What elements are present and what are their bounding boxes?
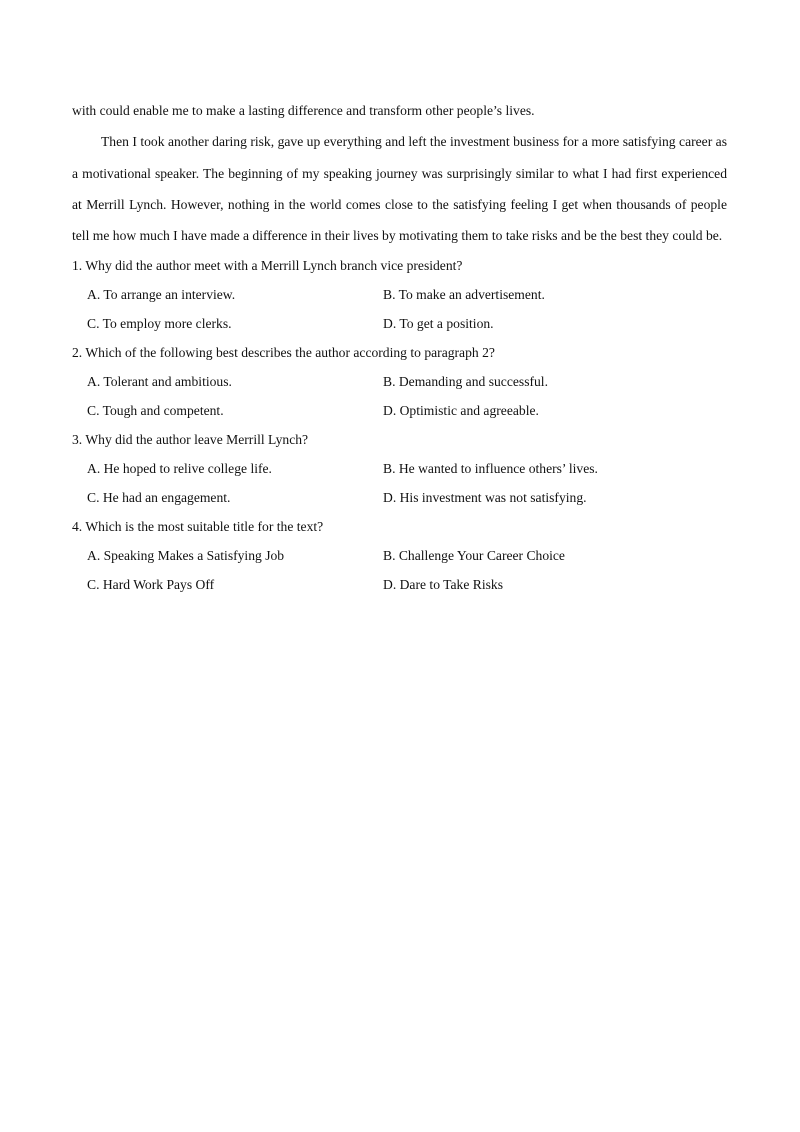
option-d: D. Dare to Take Risks <box>383 577 503 593</box>
option-d: D. To get a position. <box>383 316 494 332</box>
passage-paragraph-1-tail: with could enable me to make a lasting difference and transform other people’s lives. <box>72 103 535 118</box>
question-1 <box>72 251 727 338</box>
option-c: C. To employ more clerks. <box>87 316 232 332</box>
question-3 <box>72 425 727 512</box>
question-text: 3. Why did the author leave Merrill Lynch? <box>72 432 309 448</box>
question-text: 4. Which is the most suitable title for the text? <box>72 519 324 535</box>
option-c: C. He had an engagement. <box>87 490 231 506</box>
option-a: A. Tolerant and ambitious. <box>87 374 232 390</box>
option-b: B. Challenge Your Career Choice <box>383 548 565 564</box>
option-row <box>72 483 727 512</box>
option-a: A. Speaking Makes a Satisfying Job <box>87 548 285 564</box>
option-row <box>72 309 727 338</box>
option-d: D. Optimistic and agreeable. <box>383 403 539 419</box>
option-row <box>72 396 727 425</box>
option-row <box>72 570 727 599</box>
option-b: B. He wanted to influence others’ lives. <box>383 461 598 477</box>
option-row <box>72 367 727 396</box>
option-c: C. Hard Work Pays Off <box>87 577 215 593</box>
question-2 <box>72 338 727 425</box>
question-text: 2. Which of the following best describes the author according to paragraph 2? <box>72 345 495 361</box>
option-d: D. His investment was not satisfying. <box>383 490 587 506</box>
option-a: A. To arrange an interview. <box>87 287 236 303</box>
passage-paragraph-2: Then I took another daring risk, gave up everything and left the investment business for a more satisfying career as a motivational speaker. The beginning of my speaking journey was surprisingly similar to what I had first experienced at Merrill Lynch. However, nothing in the world comes close to the satisfying feeling I get when thousands of people tell me how much I have made a difference in their lives by motivating them to take risks and be the best they could be. <box>72 134 727 244</box>
question-4 <box>72 512 727 599</box>
option-c: C. Tough and competent. <box>87 403 224 419</box>
option-b: B. Demanding and successful. <box>383 374 548 390</box>
option-row <box>72 454 727 483</box>
document-page <box>72 95 727 599</box>
option-row <box>72 541 727 570</box>
option-row <box>72 280 727 309</box>
option-a: A. He hoped to relive college life. <box>87 461 272 477</box>
option-b: B. To make an advertisement. <box>383 287 545 303</box>
question-text: 1. Why did the author meet with a Merrill Lynch branch vice president? <box>72 258 463 274</box>
